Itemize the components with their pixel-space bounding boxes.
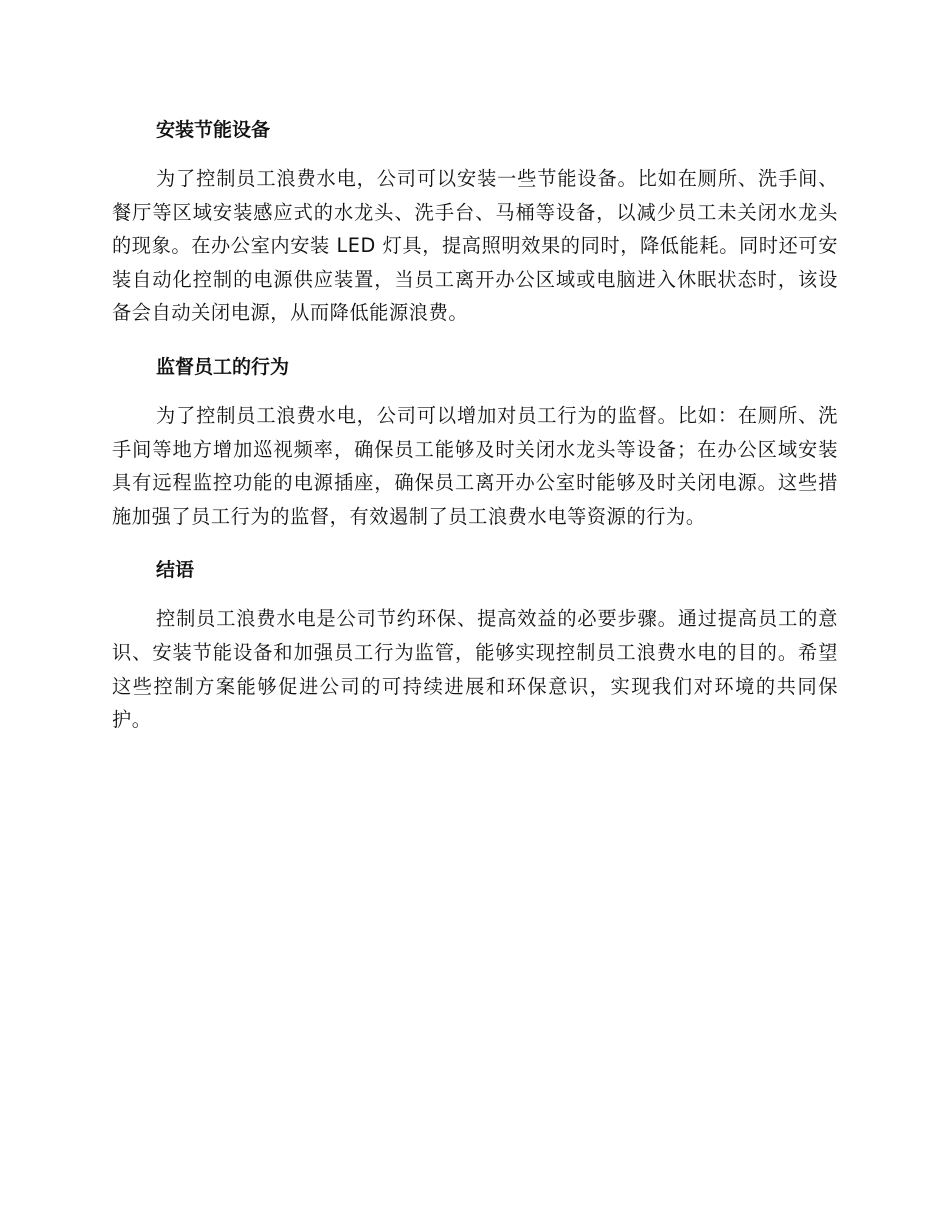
section-energy-saving-equipment <box>112 108 838 345</box>
document-page <box>112 108 838 737</box>
section-paragraph: 为了控制员工浪费水电，公司可以增加对员工行为的监督。比如：在厕所、洗手间等地方增加巡视频率，确保员工能够及时关闭水龙头等设备；在办公区域安装具有远程监控功能的电源插座，确保员工离开办公室时能够及时关闭电源。这些措施加强了员工行为的监督，有效遏制了员工浪费水电等资源的行为。 <box>112 403 838 528</box>
section-heading: 监督员工的行为 <box>156 355 290 378</box>
section-conclusion <box>112 548 838 736</box>
section-heading: 结语 <box>156 559 195 582</box>
section-paragraph: 为了控制员工浪费水电，公司可以安装一些节能设备。比如在厕所、洗手间、餐厅等区域安装感应式的水龙头、洗手台、马桶等设备，以减少员工未关闭水龙头的现象。在办公室内安装 LED 灯具，提高照明效果的同时，降低能耗。同时还可安装自动化控制的电源供应装置，当员工离开办公区域或电脑进入休眠状态时，该设备会自动关闭电源，从而降低能源浪费。 <box>112 167 838 325</box>
section-supervise-behavior <box>112 345 838 548</box>
section-paragraph: 控制员工浪费水电是公司节约环保、提高效益的必要步骤。通过提高员工的意识、安装节能设备和加强员工行为监管，能够实现控制员工浪费水电的目的。希望这些控制方案能够促进公司的可持续进展和环保意识，实现我们对环境的共同保护。 <box>112 607 838 732</box>
section-heading: 安装节能设备 <box>156 119 271 141</box>
